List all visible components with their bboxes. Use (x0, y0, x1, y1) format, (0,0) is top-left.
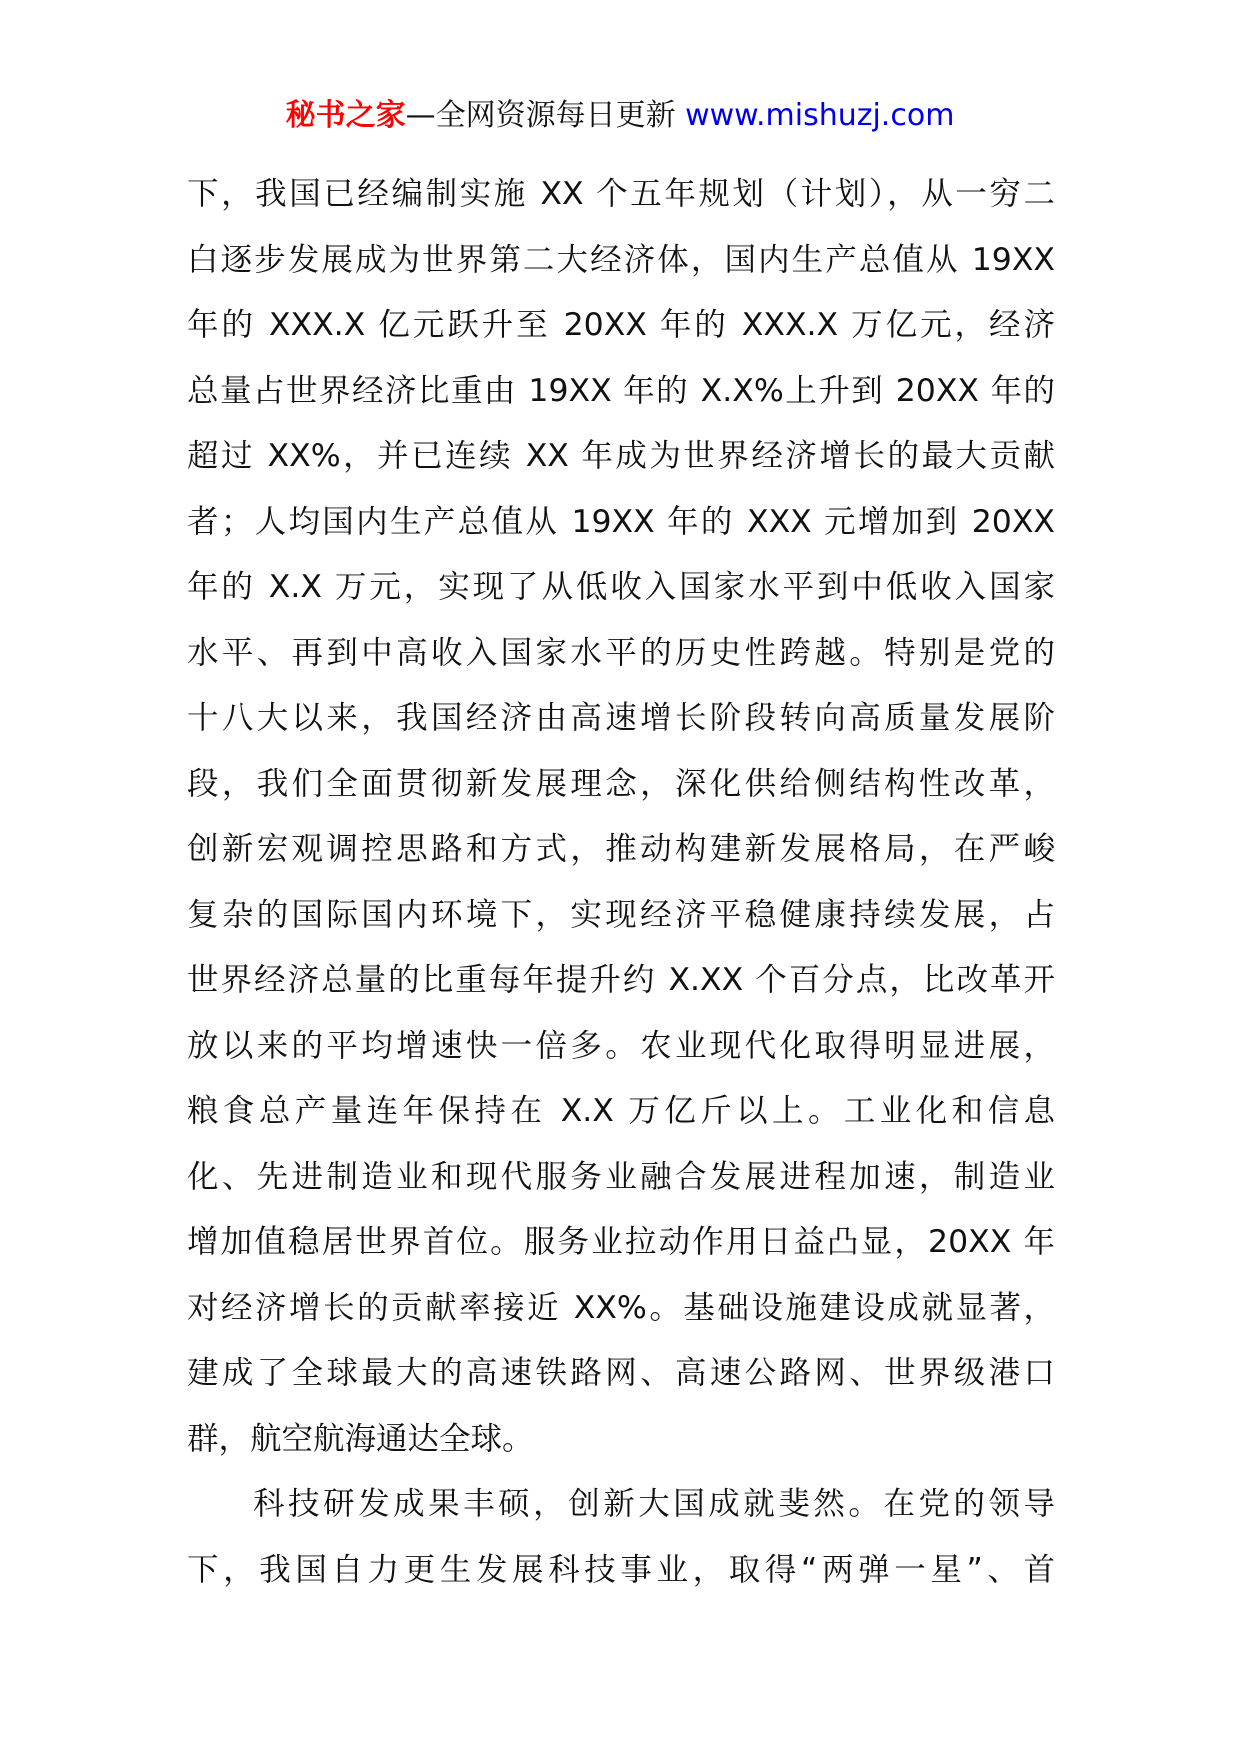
brand-name: 秘书之家 (285, 98, 406, 133)
text-line: 总量占世界经济比重由 19XX 年的 X.X%上升到 20XX 年的 (187, 372, 1055, 409)
text-line: 复杂的国际国内环境下，实现经济平稳健康持续发展，占 (187, 896, 1055, 933)
text-line: 创新宏观调控思路和方式，推动构建新发展格局，在严峻 (187, 831, 1055, 867)
page-header (0, 96, 1240, 136)
text-line: 建成了全球最大的高速铁路网、高速公路网、世界级港口 (187, 1355, 1055, 1391)
text-line: 下，我国自力更生发展科技事业，取得“两弹一星”、首 (187, 1551, 1055, 1588)
document-body (187, 162, 1055, 1603)
paragraph-end-line: 群，航空航海通达全球。 (187, 1420, 534, 1457)
text-line: 化、先进制造业和现代服务业融合发展进程加速，制造业 (187, 1158, 1055, 1195)
text-line: 十八大以来，我国经济由高速增长阶段转向高质量发展阶 (187, 700, 1055, 736)
text-line: 段，我们全面贯彻新发展理念，深化供给侧结构性改革， (187, 765, 1055, 802)
text-line: 白逐步发展成为世界第二大经济体，国内生产总值从 19XX (187, 241, 1055, 278)
text-line: 放以来的平均增速快一倍多。农业现代化取得明显进展， (187, 1027, 1055, 1064)
header-tagline: —全网资源每日更新 (405, 98, 676, 133)
text-line: 世界经济总量的比重每年提升约 X.XX 个百分点，比改革开 (187, 962, 1055, 998)
text-line: 水平、再到中高收入国家水平的历史性跨越。特别是党的 (187, 634, 1055, 671)
paragraph-start-line: 科技研发成果丰硕，创新大国成就斐然。在党的领导 (253, 1486, 1055, 1522)
text-line: 增加值稳居世界首位。服务业拉动作用日益凸显，20XX 年 (187, 1224, 1055, 1260)
site-url-link[interactable]: www.mishuzj.com (675, 98, 955, 133)
text-line: 对经济增长的贡献率接近 XX%。基础设施建设成就显著， (187, 1289, 1055, 1326)
text-line: 年的 XXX.X 亿元跃升至 20XX 年的 XXX.X 万亿元，经济 (187, 307, 1055, 343)
text-line: 年的 X.X 万元，实现了从低收入国家水平到中低收入国家 (187, 569, 1055, 605)
text-line: 粮食总产量连年保持在 X.X 万亿斤以上。工业化和信息 (187, 1093, 1055, 1129)
text-line: 超过 XX%，并已连续 XX 年成为世界经济增长的最大贡献 (187, 438, 1055, 474)
text-line: 下，我国已经编制实施 XX 个五年规划（计划），从一穷二 (187, 176, 1055, 212)
text-line: 者；人均国内生产总值从 19XX 年的 XXX 元增加到 20XX (187, 503, 1055, 540)
